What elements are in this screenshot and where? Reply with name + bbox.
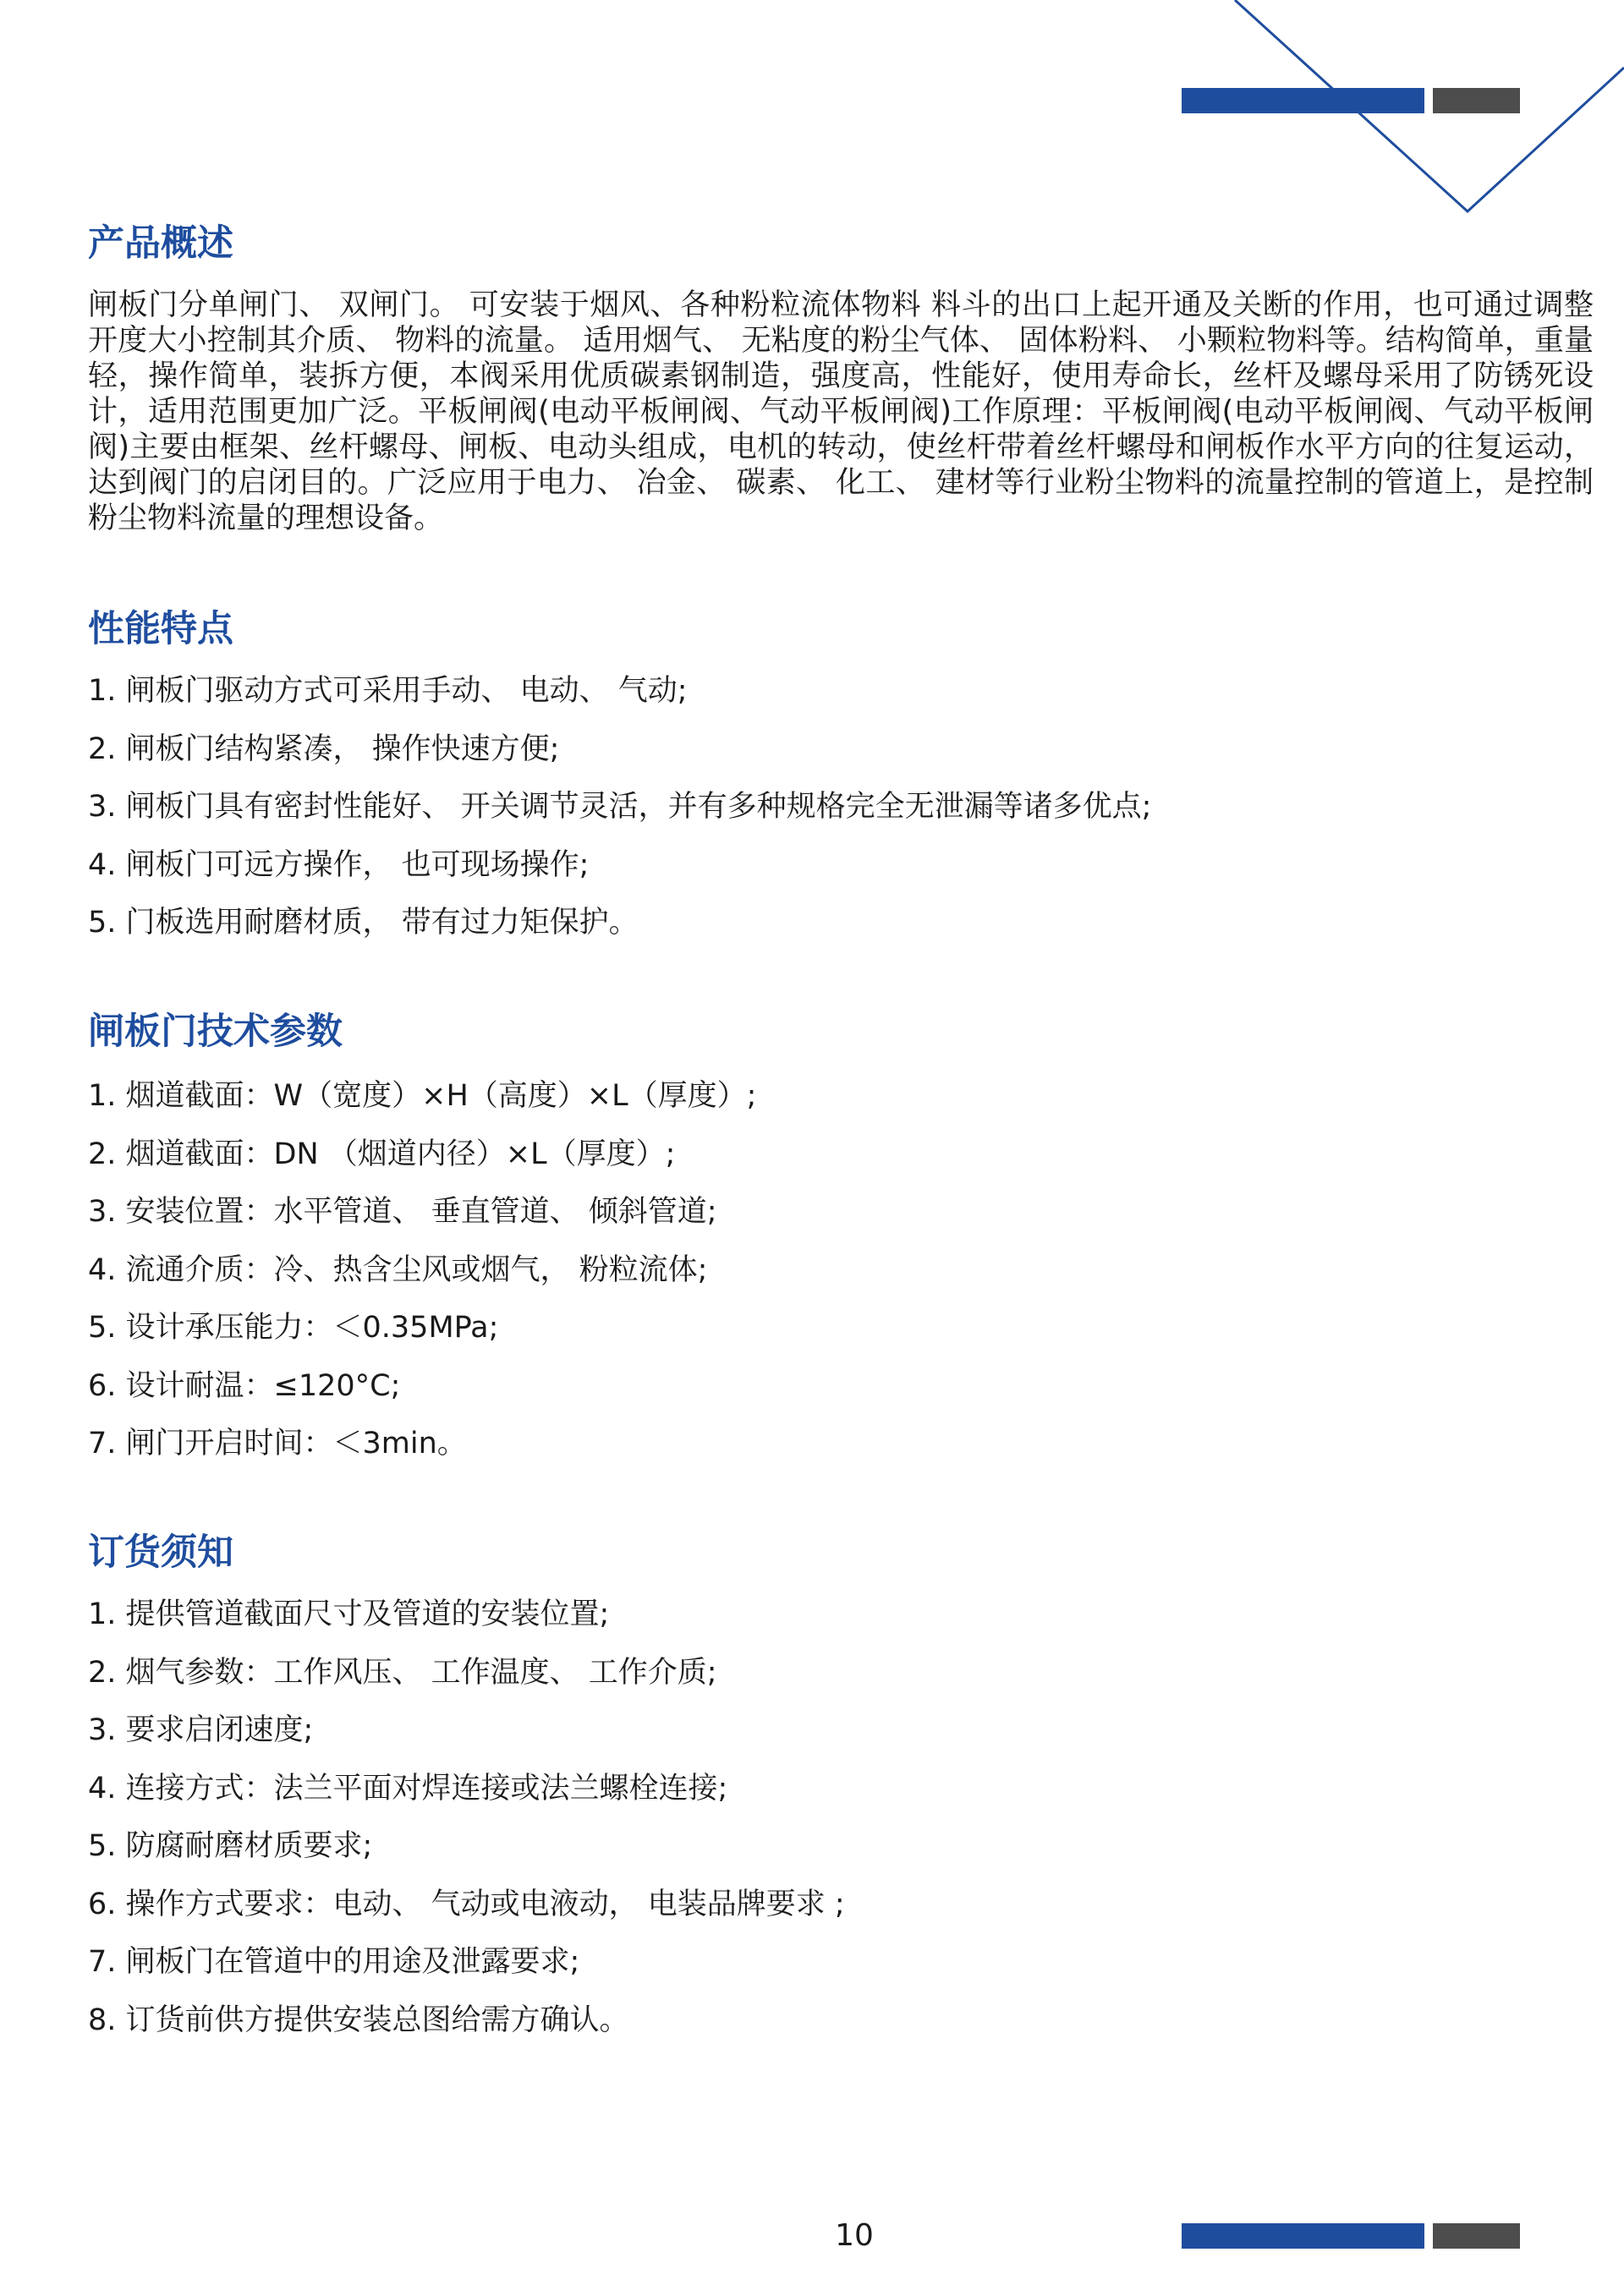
features-list: [88, 672, 1151, 962]
list-item: 4. 连接方式：法兰平面对焊连接或法兰螺栓连接;: [88, 1771, 728, 1806]
list-item: 1. 闸板门驱动方式可采用手动、 电动、 气动;: [88, 674, 688, 708]
bottom-blue-bar: [1182, 2223, 1424, 2249]
list-item: 2. 闸板门结构紧凑， 操作快速方便;: [88, 732, 560, 766]
list-item: 2. 烟道截面：DN （烟道内径）×L（厚度）;: [88, 1137, 676, 1171]
ordering-list: [88, 1596, 845, 2059]
list-item: 3. 闸板门具有密封性能好、 开关调节灵活，并有多种规格完全无泄漏等诸多优点;: [88, 790, 1152, 824]
section-title-overview: 产品概述: [88, 222, 233, 265]
section-title-ordering: 订货须知: [88, 1532, 233, 1574]
overview-paragraph: 闸板门分单闸门、 双闸门。 可安装于烟风、各种粉粒流体物料 料斗的出口上起开通及关断的作用，也可通过调整开度大小控制其介质、 物料的流量。 适用烟气、 无粘度的粉尘气体、 固体粉料、 小颗粒物料等。结构简单，重量轻，操作简单，装拆方便，本阀采用优质碳素钢制造，强度高，性能好，使用寿命长，丝杆及螺母采用了防锈死设计，适用范围更加广泛。平板闸阀(电动平板闸阀、气动平板闸阀)工作原理：平板闸阀(电动平板闸阀、气动平板闸阀)主要由框架、丝杆螺母、闸板、电动头组成，电机的转动，使丝杆带着丝杆螺母和闸板作水平方向的往复运动，达到阀门的启闭目的。广泛应用于电力、 冶金、 碳素、 化工、 建材等行业粉尘物料的流量控制的管道上，是控制粉尘物料流量的理想设备。: [88, 288, 1594, 535]
bottom-gray-bar: [1433, 2223, 1520, 2249]
parameters-list: [88, 1077, 756, 1483]
section-title-parameters: 闸板门技术参数: [88, 1011, 343, 1053]
section-title-features: 性能特点: [88, 608, 233, 650]
list-item: 1. 烟道截面：W（宽度）×H（高度）×L（厚度）;: [88, 1079, 757, 1113]
list-item: 7. 闸门开启时间：＜3min。: [88, 1427, 467, 1460]
list-item: 3. 要求启闭速度;: [88, 1713, 314, 1747]
top-blue-bar: [1182, 88, 1424, 113]
list-item: 6. 设计耐温：≤120°C;: [88, 1368, 401, 1403]
list-item: 3. 安装位置：水平管道、 垂直管道、 倾斜管道;: [88, 1195, 717, 1229]
page-number: 10: [835, 2218, 874, 2253]
list-item: 5. 设计承压能力：＜0.35MPa;: [88, 1311, 499, 1345]
list-item: 2. 烟气参数：工作风压、 工作温度、 工作介质;: [88, 1655, 717, 1690]
list-item: 5. 防腐耐磨材质要求;: [88, 1829, 373, 1863]
list-item: 8. 订货前供方提供安装总图给需方确认。: [88, 2003, 629, 2037]
list-item: 5. 门板选用耐磨材质， 带有过力矩保护。: [88, 906, 639, 940]
list-item: 7. 闸板门在管道中的用途及泄露要求;: [88, 1945, 580, 1979]
list-item: 4. 流通介质：冷、热含尘风或烟气， 粉粒流体;: [88, 1252, 708, 1287]
list-item: 4. 闸板门可远方操作， 也可现场操作;: [88, 847, 590, 882]
list-item: 1. 提供管道截面尺寸及管道的安装位置;: [88, 1597, 610, 1631]
top-gray-bar: [1433, 88, 1520, 113]
list-item: 6. 操作方式要求：电动、 气动或电液动， 电装品牌要求 ;: [88, 1887, 845, 1921]
corner-chevron-line: [1235, 0, 1624, 211]
